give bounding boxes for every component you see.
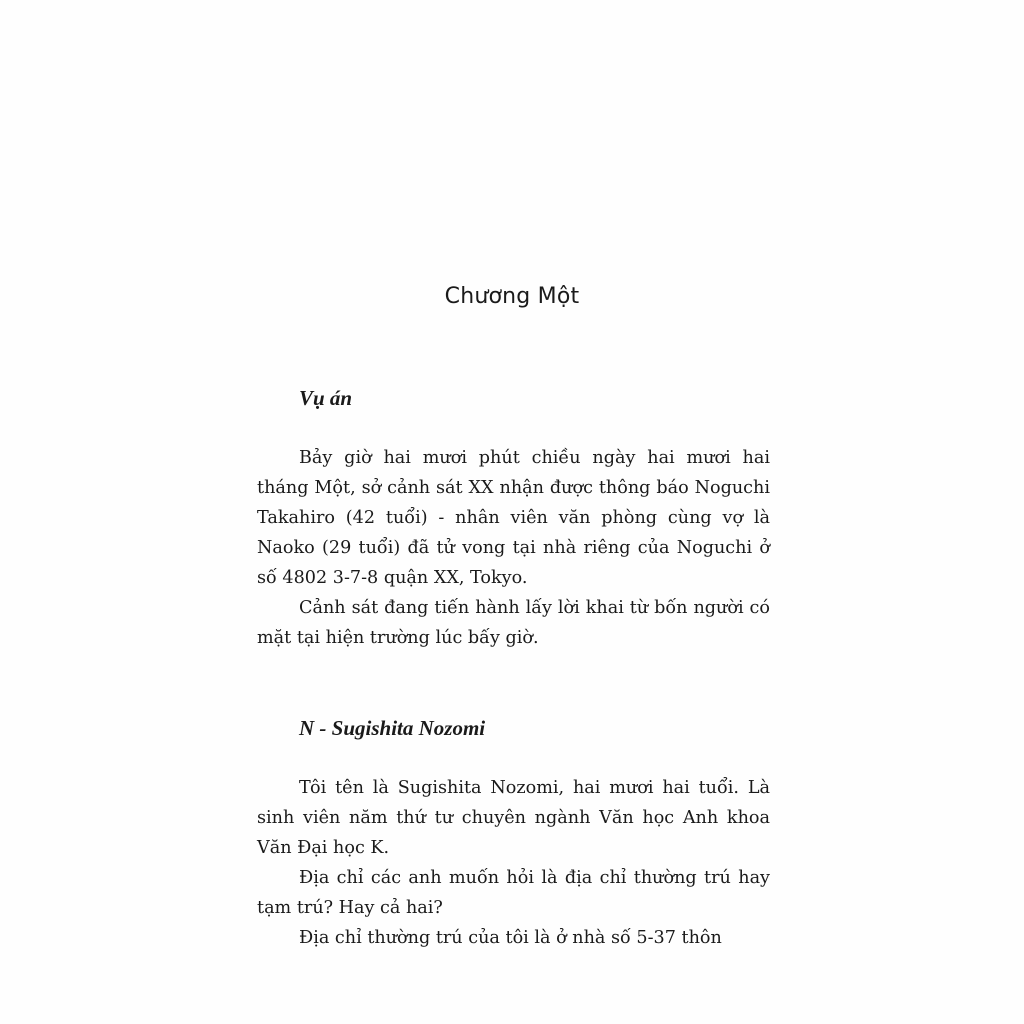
section-body xyxy=(257,773,770,953)
section-heading: Vụ án xyxy=(299,386,353,410)
section-heading: N - Sugishita Nozomi xyxy=(299,716,486,740)
paragraph: Cảnh sát đang tiến hành lấy lời khai từ bốn người có mặt tại hiện trường lúc bấy giờ. xyxy=(257,598,770,648)
paragraph: Địa chỉ các anh muốn hỏi là địa chỉ thường trú hay tạm trú? Hay cả hai? xyxy=(257,868,770,918)
section-body xyxy=(257,443,770,653)
paragraph: Tôi tên là Sugishita Nozomi, hai mươi hai tuổi. Là sinh viên năm thứ tư chuyên ngành Văn học Anh khoa Văn Đại học K. xyxy=(257,778,770,858)
paragraph: Địa chỉ thường trú của tôi là ở nhà số 5-37 thôn xyxy=(299,928,722,948)
paragraph: Bảy giờ hai mươi phút chiều ngày hai mươi hai tháng Một, sở cảnh sát XX nhận được thông báo Noguchi Takahiro (42 tuổi) - nhân viên văn phòng cùng vợ là Naoko (29 tuổi) đã tử vong tại nhà riêng của Noguchi ở số 4802 3-7-8 quận XX, Tokyo. xyxy=(257,448,770,588)
chapter-title: Chương Một xyxy=(444,284,580,309)
